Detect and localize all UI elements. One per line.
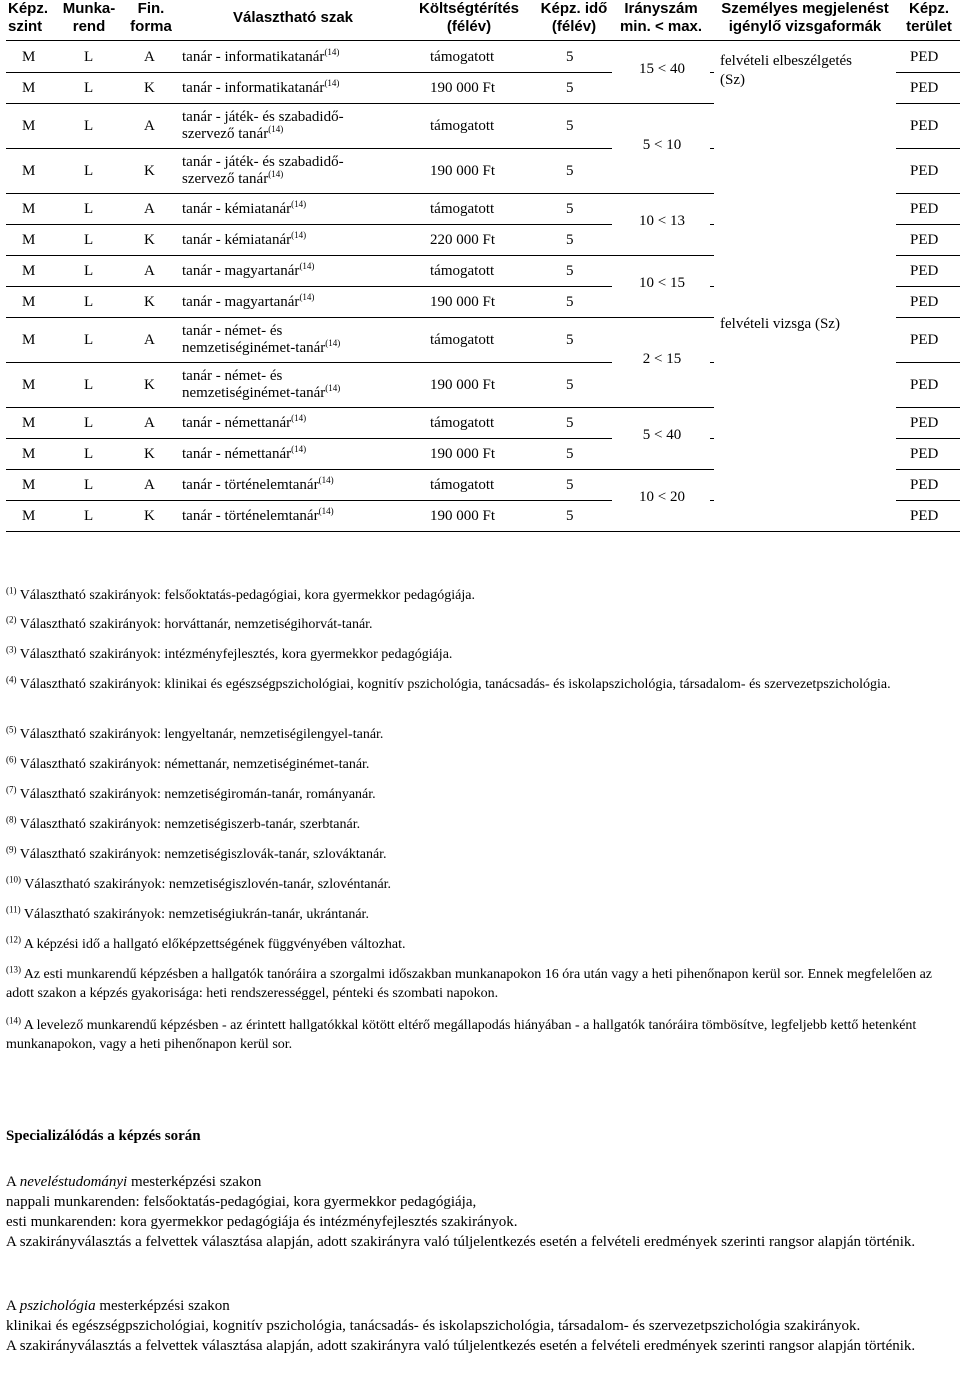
- vizsga-mask: [714, 44, 896, 530]
- cell-terulet: PED: [910, 162, 939, 179]
- cell-fin-forma: K: [144, 162, 155, 179]
- cell-munkarend: L: [84, 200, 94, 217]
- cell-munkarend: L: [84, 79, 94, 96]
- header-kepz-szint: Képz. szint: [8, 0, 49, 35]
- cell-szak: tanár - történelemtanár$^{(14)}$: [182, 474, 334, 493]
- cell-terulet: PED: [910, 79, 939, 96]
- cell-kepz-ido: 5: [566, 162, 574, 179]
- cell-szak: tanár - kémiatanár$^{(14)}$: [182, 198, 307, 217]
- cell-koltseg: támogatott: [430, 331, 495, 348]
- iranyszam-cell: 2 < 15: [642, 351, 682, 367]
- footnote: $^{(2)}$ Választható szakirányok: horváttanár, nemzetiségihorvát-tanár.: [6, 614, 373, 632]
- cell-kepz-ido: 5: [566, 231, 574, 248]
- cell-kepz-ido: 5: [566, 476, 574, 493]
- cell-fin-forma: K: [144, 376, 155, 393]
- footnote: $^{(5)}$ Választható szakirányok: lengyeltanár, nemzetiségilengyel-tanár.: [6, 724, 384, 742]
- footnote: $^{(10)}$ Választható szakirányok: nemzetiségiszlovén-tanár, szlovéntanár.: [6, 874, 392, 892]
- cell-munkarend: L: [84, 331, 94, 348]
- header-munkarend: Munka- rend: [62, 0, 116, 35]
- cell-szak: tanár - magyartanár$^{(14)}$: [182, 260, 315, 279]
- cell-fin-forma: K: [144, 293, 155, 310]
- psychology-paragraph: A pszichológia mesterképzési szakon klinikai és egészségpszichológiai, kognitív pszichológia, tanácsadás- és iskolapszichológia, társadalom- és szervezetpszichológia szakirányok. A szakirányválasztás a felvettek választása alapján, adott szakirányra való túljelentkezés esetén a felvételi eredmények szerinti rangsor alapján történik.: [6, 1298, 916, 1354]
- cell-szak: tanár - némettanár$^{(14)}$: [182, 412, 307, 431]
- cell-terulet: PED: [910, 376, 939, 393]
- cell-fin-forma: A: [144, 200, 155, 217]
- cell-fin-forma: K: [144, 507, 155, 524]
- cell-szak: tanár - történelemtanár$^{(14)}$: [182, 505, 334, 524]
- cell-szint: M: [22, 48, 36, 65]
- header-szemelyes: Személyes megjelenést igénylő vizsgaformák: [721, 0, 889, 35]
- cell-koltseg: támogatott: [430, 200, 495, 217]
- cell-szint: M: [22, 476, 36, 493]
- footnote: $^{(8)}$ Választható szakirányok: nemzetiségiszerb-tanár, szerbtanár.: [6, 814, 361, 832]
- header-kepz-ido: Képz. idő (félév): [540, 0, 608, 35]
- cell-terulet: PED: [910, 476, 939, 493]
- cell-szint: M: [22, 414, 36, 431]
- footnote: $^{(13)}$ Az esti munkarendű képzésben a hallgatók tanóráira a szorgalmi időszakban munkanapokon 16 óra után vagy a heti pihenőnapon kerül sor. Ennek megfelelően az adott szakon a képzés gyakorisága: heti rendszerességgel, pénteki és szombati napokon.: [6, 964, 933, 1001]
- cell-munkarend: L: [84, 117, 94, 134]
- cell-munkarend: L: [84, 376, 94, 393]
- footnote: $^{(4)}$ Választható szakirányok: klinikai és egészségpszichológiai, kognitív pszichológia, tanácsadás- és iskolapszichológia, társadalom- és szervezetpszichológia.: [6, 674, 891, 692]
- iranyszam-cell: 10 < 15: [639, 275, 685, 291]
- cell-koltseg: 190 000 Ft: [430, 293, 496, 310]
- cell-kepz-ido: 5: [566, 262, 574, 279]
- cell-koltseg: 190 000 Ft: [430, 445, 496, 462]
- cell-kepz-ido: 5: [566, 376, 574, 393]
- cell-koltseg: 190 000 Ft: [430, 507, 496, 524]
- cell-szak: tanár - némettanár$^{(14)}$: [182, 443, 307, 462]
- cell-terulet: PED: [910, 414, 939, 431]
- cell-koltseg: támogatott: [430, 476, 495, 493]
- cell-kepz-ido: 5: [566, 445, 574, 462]
- header-fin-forma: Fin. forma: [130, 0, 172, 35]
- cell-terulet: PED: [910, 445, 939, 462]
- footnote: $^{(14)}$ A levelező munkarendű képzésben - az érintett hallgatókkal kötött eltérő megállapodás hiányában - a hallgatók tanóráira tömbösítve, legfeljebb kettő hetenként munkanapokon, vagy a heti pihenőnapon kerül sor.: [6, 1015, 917, 1052]
- cell-munkarend: L: [84, 293, 94, 310]
- cell-fin-forma: A: [144, 414, 155, 431]
- cell-fin-forma: A: [144, 117, 155, 134]
- cell-szak: tanár - játék- és szabadidő- szervező tanár$^{(14)}$: [182, 108, 344, 142]
- cell-fin-forma: A: [144, 262, 155, 279]
- cell-szint: M: [22, 200, 36, 217]
- footnote: $^{(11)}$ Választható szakirányok: nemzetiségiukrán-tanár, ukrántanár.: [6, 904, 369, 922]
- header-terulet: Képz. terület: [906, 0, 952, 35]
- cell-koltseg: támogatott: [430, 262, 495, 279]
- cell-munkarend: L: [84, 162, 94, 179]
- cell-koltseg: támogatott: [430, 117, 495, 134]
- cell-kepz-ido: 5: [566, 507, 574, 524]
- cell-fin-forma: K: [144, 445, 155, 462]
- cell-fin-forma: A: [144, 331, 155, 348]
- row-rule: [6, 531, 960, 532]
- cell-fin-forma: A: [144, 476, 155, 493]
- cell-munkarend: L: [84, 507, 94, 524]
- footnote: $^{(6)}$ Választható szakirányok: némettanár, nemzetiséginémet-tanár.: [6, 754, 370, 772]
- cell-koltseg: 190 000 Ft: [430, 162, 496, 179]
- cell-munkarend: L: [84, 231, 94, 248]
- cell-szint: M: [22, 293, 36, 310]
- header-szak: Választható szak: [232, 9, 354, 26]
- cell-kepz-ido: 5: [566, 48, 574, 65]
- cell-szak: tanár - német- és nemzetiséginémet-tanár$^{(14)}$: [182, 322, 341, 356]
- cell-terulet: PED: [910, 200, 939, 217]
- cell-koltseg: 190 000 Ft: [430, 79, 496, 96]
- pedagogy-program-name: neveléstudományi: [19, 1174, 128, 1190]
- footnote: $^{(1)}$ Választható szakirányok: felsőoktatás-pedagógiai, kora gyermekkor pedagógiája.: [6, 585, 475, 603]
- footnote: $^{(9)}$ Választható szakirányok: nemzetiségiszlovák-tanár, szlováktanár.: [6, 844, 387, 862]
- cell-szak: tanár - informatikatanár$^{(14)}$: [182, 77, 340, 96]
- iranyszam-cell: 10 < 13: [639, 213, 685, 229]
- iranyszam-cell: 5 < 40: [642, 427, 682, 443]
- cell-szak: tanár - játék- és szabadidő- szervező tanár$^{(14)}$: [182, 153, 344, 187]
- cell-terulet: PED: [910, 507, 939, 524]
- footnote: $^{(3)}$ Választható szakirányok: intézményfejlesztés, kora gyermekkor pedagógiája.: [6, 644, 453, 662]
- cell-kepz-ido: 5: [566, 414, 574, 431]
- cell-szint: M: [22, 331, 36, 348]
- cell-fin-forma: A: [144, 48, 155, 65]
- header-rule: [6, 40, 960, 41]
- cell-szak: tanár - informatikatanár$^{(14)}$: [182, 46, 340, 65]
- pedagogy-paragraph: A neveléstudományi mesterképzési szakon nappali munkarenden: felsőoktatás-pedagógiai, kora gyermekkor pedagógiája, esti munkarenden: kora gyermekkor pedagógiája és intézményfejlesztés szakirányok. A szakirányválasztás a felvettek választása alapján, adott szakirányra való túljelentkezés esetén a felvételi eredmények szerinti rangsor alapján történik.: [6, 1174, 916, 1250]
- header-iranyszam: Irányszám min. < max.: [619, 0, 703, 35]
- cell-terulet: PED: [910, 48, 939, 65]
- cell-szak: tanár - német- és nemzetiséginémet-tanár$^{(14)}$: [182, 367, 341, 401]
- section-title: Specializálódás a képzés során: [6, 1128, 201, 1144]
- cell-kepz-ido: 5: [566, 79, 574, 96]
- cell-kepz-ido: 5: [566, 293, 574, 310]
- cell-szint: M: [22, 376, 36, 393]
- cell-fin-forma: K: [144, 79, 155, 96]
- footnote: $^{(7)}$ Választható szakirányok: nemzetiségiromán-tanár, rományanár.: [6, 784, 376, 802]
- cell-szak: tanár - magyartanár$^{(14)}$: [182, 291, 315, 310]
- cell-fin-forma: K: [144, 231, 155, 248]
- cell-szint: M: [22, 445, 36, 462]
- footnote: $^{(12)}$ A képzési idő a hallgató előképzettségének függvényében változhat.: [6, 934, 406, 952]
- cell-koltseg: 190 000 Ft: [430, 376, 496, 393]
- cell-munkarend: L: [84, 262, 94, 279]
- cell-munkarend: L: [84, 476, 94, 493]
- cell-terulet: PED: [910, 293, 939, 310]
- cell-szint: M: [22, 262, 36, 279]
- cell-kepz-ido: 5: [566, 200, 574, 217]
- cell-szint: M: [22, 79, 36, 96]
- header-koltseg: Költségtérítés (félév): [418, 0, 520, 35]
- cell-terulet: PED: [910, 331, 939, 348]
- cell-munkarend: L: [84, 48, 94, 65]
- psychology-program-name: pszichológia: [19, 1298, 96, 1314]
- cell-kepz-ido: 5: [566, 331, 574, 348]
- vizsga-elbeszelgetes: felvételi elbeszélgetés (Sz): [720, 53, 853, 88]
- cell-terulet: PED: [910, 262, 939, 279]
- cell-szint: M: [22, 117, 36, 134]
- iranyszam-cell: 5 < 10: [642, 137, 682, 153]
- cell-szak: tanár - kémiatanár$^{(14)}$: [182, 229, 307, 248]
- cell-terulet: PED: [910, 231, 939, 248]
- cell-szint: M: [22, 507, 36, 524]
- cell-kepz-ido: 5: [566, 117, 574, 134]
- cell-terulet: PED: [910, 117, 939, 134]
- iranyszam-cell: 15 < 40: [639, 61, 685, 77]
- cell-koltseg: támogatott: [430, 414, 495, 431]
- cell-szint: M: [22, 231, 36, 248]
- cell-munkarend: L: [84, 414, 94, 431]
- iranyszam-cell: 10 < 20: [639, 489, 685, 505]
- cell-koltseg: támogatott: [430, 48, 495, 65]
- cell-koltseg: 220 000 Ft: [430, 231, 496, 248]
- cell-szint: M: [22, 162, 36, 179]
- cell-munkarend: L: [84, 445, 94, 462]
- vizsga-felveteli: felvételi vizsga (Sz): [720, 316, 840, 332]
